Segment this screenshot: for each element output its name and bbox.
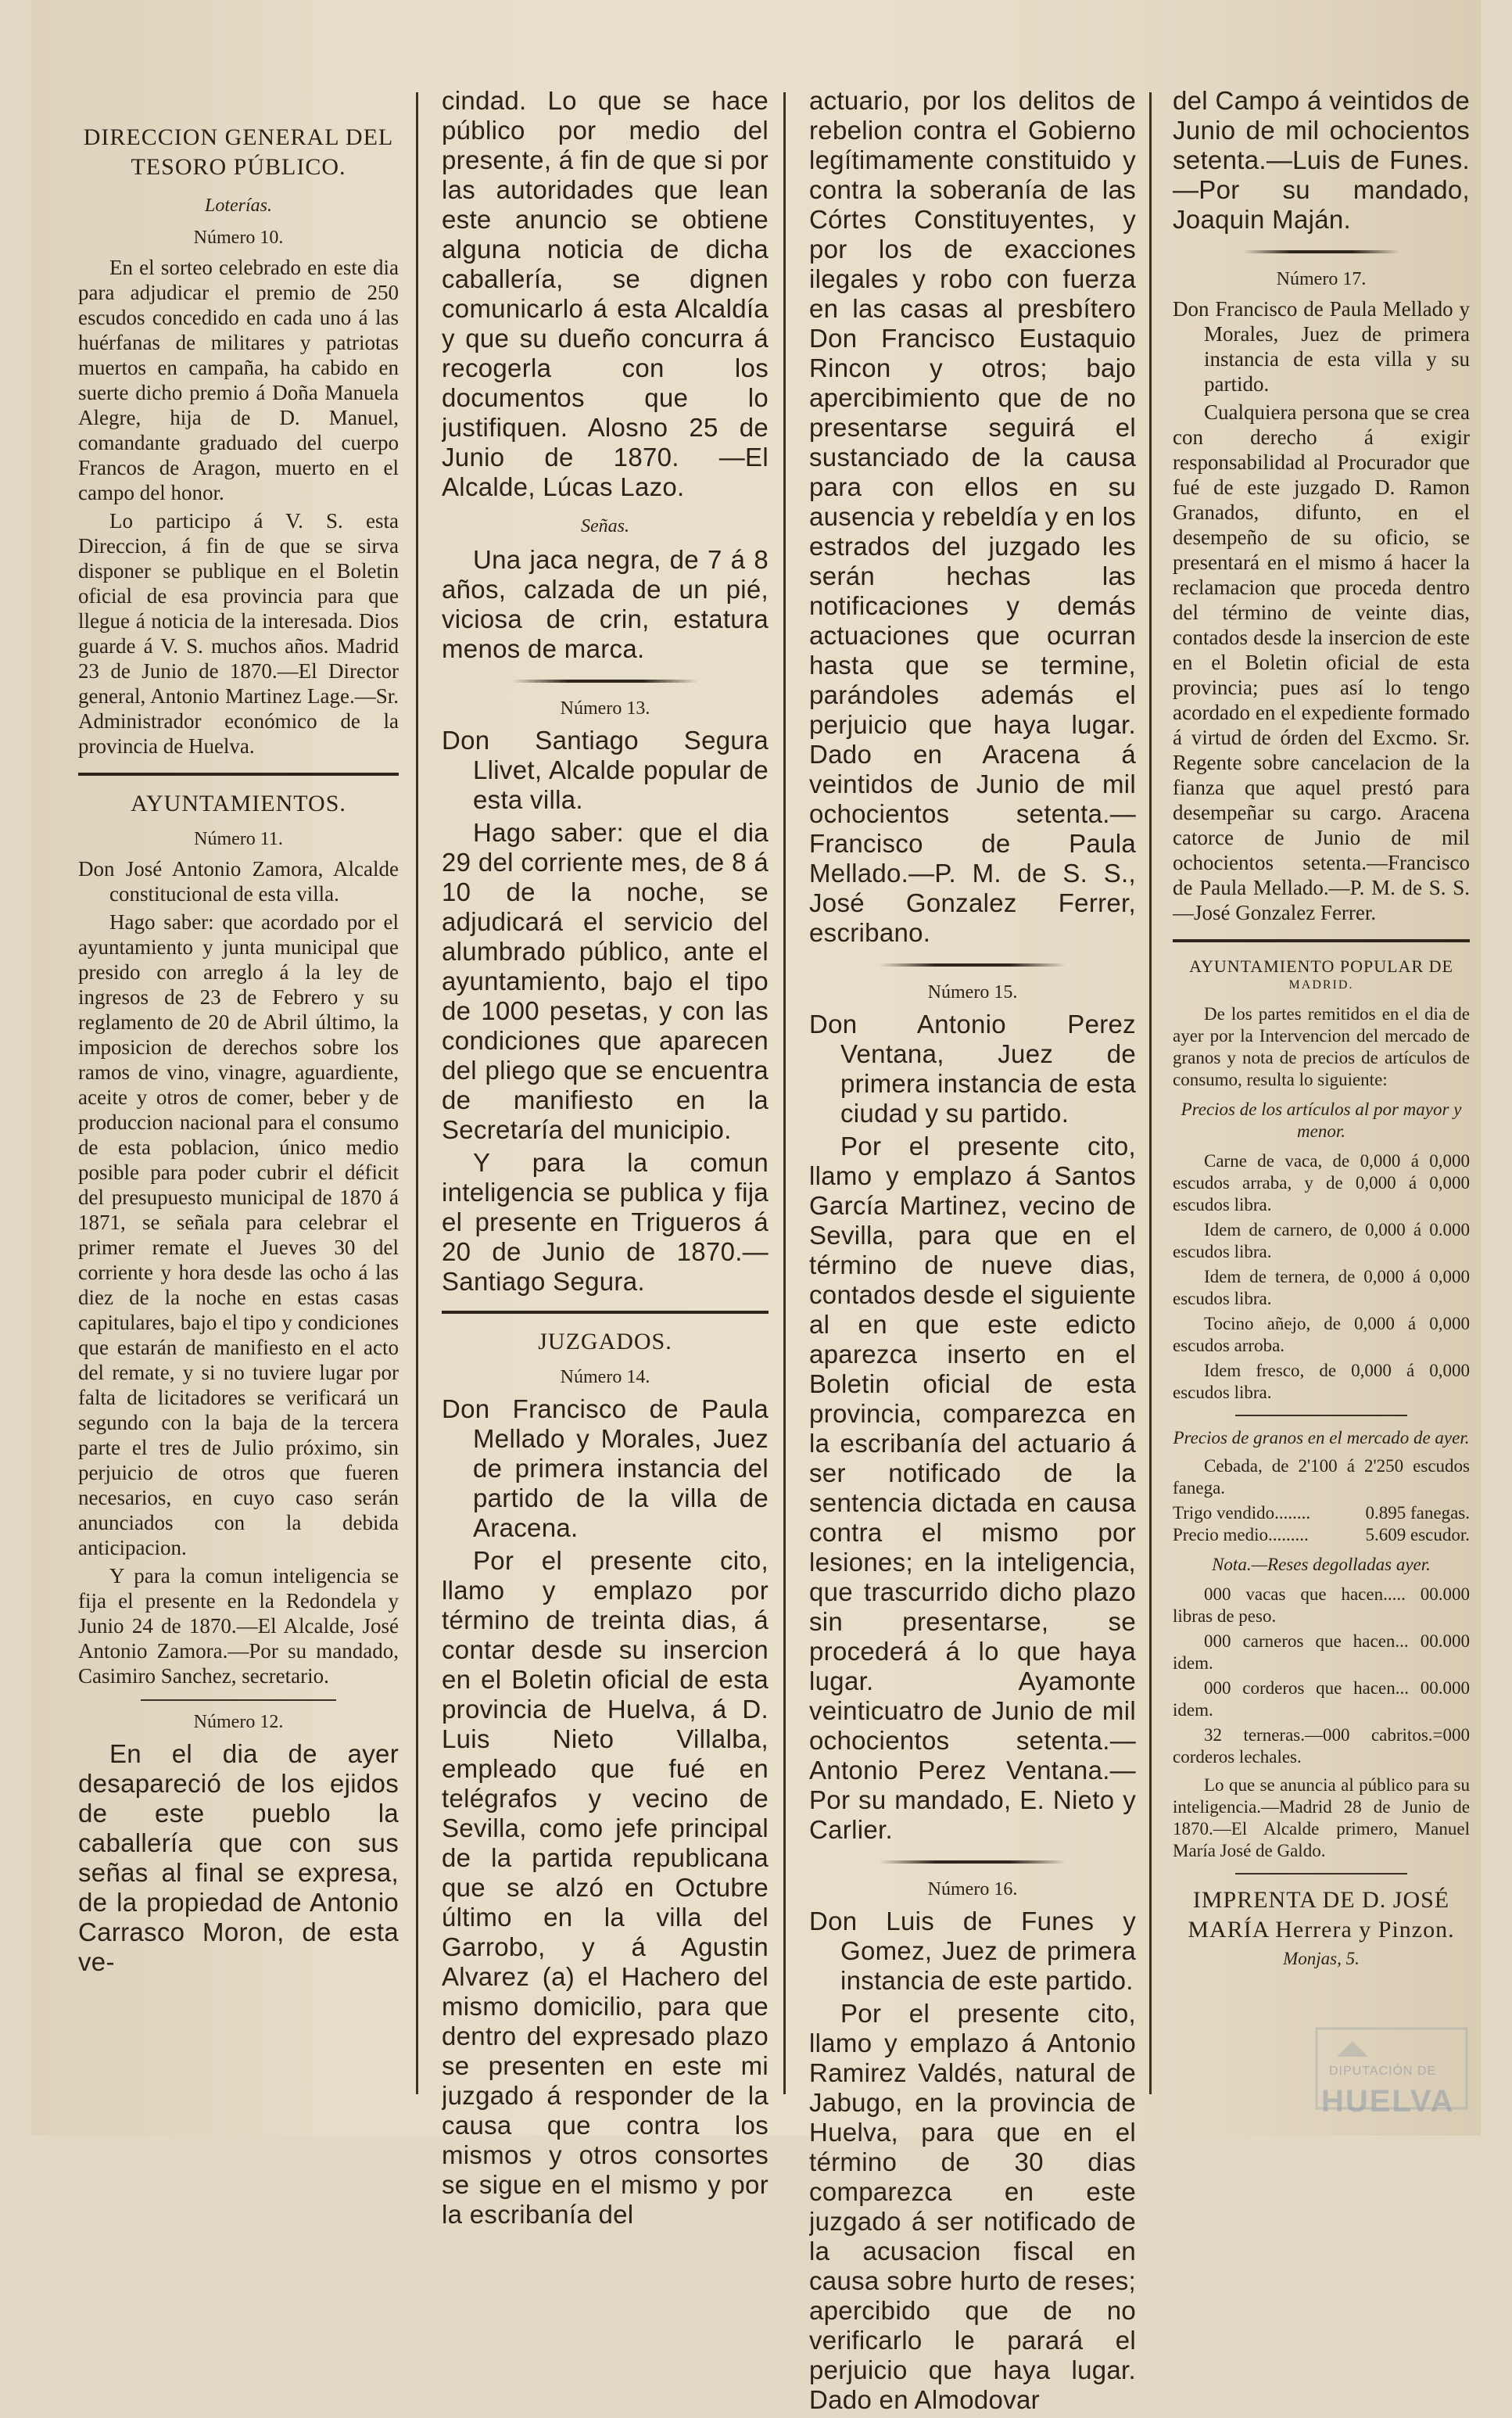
notice-title: Don Francisco de Paula Mellado y Morales, Juez de primera instancia de esta villa y su partido.: [1173, 297, 1470, 396]
notice-number: Número 13.: [560, 698, 650, 719]
notice-number: Número 10.: [193, 228, 284, 248]
column-1: [78, 86, 399, 1980]
price-label: Trigo vendido........: [1173, 1503, 1311, 1523]
divider: [1243, 250, 1399, 253]
price-line: Cebada, de 2'100 á 2'250 escudos fanega.: [1173, 1456, 1470, 1498]
section-heading: DIRECCION GENERAL DEL: [83, 124, 394, 150]
divider: [1173, 939, 1470, 942]
printer-imprint: IMPRENTA DE D. JOSÉ MARÍA Herrera y Pinzon.: [1188, 1887, 1455, 1943]
notice-number: Número 12.: [193, 1712, 284, 1732]
stamp-label: DIPUTACIÓN DE: [1329, 2065, 1437, 2078]
notice-text: cindad. Lo que se hace público por medio del presente, á fin de que si por las autoridades que lean este anuncio se obtiene alguna noticia de dicha caballería, se dignen comunicarlo á esta Alcaldía y que su dueño concurra á recogerla con los documentos que lo justifiquen. Alosno 25 de Junio de 1870. —El Alcalde, Lúcas Lazo.: [442, 86, 769, 501]
notice-title: Don Santiago Segura Llivet, Alcalde popular de esta villa.: [442, 726, 769, 814]
divider: [442, 1311, 769, 1314]
divider: [78, 773, 399, 776]
stamp-label: HUELVA: [1321, 2084, 1455, 2118]
price-line: Carne de vaca, de 0,000 á 0,000 escudos arraba, y de 0,000 á 0,000 escudos libra.: [1173, 1151, 1470, 1214]
notice-number: Número 17.: [1276, 269, 1367, 289]
column-3: [809, 86, 1136, 2418]
column-2: [442, 86, 769, 2233]
notice-text: En el sorteo celebrado en este dia para adjudicar el premio de 250 escudos concedido en cada uno á las huérfanas de militares y patriotas muertos en campaña, ha cabido en suerte dicho premio á Doña Manuela Alegre, hija de D. Manuel, comandante graduado del cuerpo Francos de Aragon, muerto en el campo del honor.: [78, 256, 399, 504]
notice-text: Cualquiera persona que se crea con derecho á exigir responsabilidad al Procurador que fué de este juzgado D. Ramon Granados, difunto, en el desempeño de su oficio, se presentará en el mismo á hacer la reclamacion que proceda dentro del término de veinte dias, contados desde la insercion de este en el Boletin oficial de esta provincia; pues así lo tengo acordado en el expediente formado á virtud de órden del Excmo. Sr. Regente sobre cancelacion de la fianza que aquel prestó para desempeñar su cargo. Aracena catorce de Junio de mil ochocientos setenta.—Francisco de Paula Mellado.—P. M. de S. S.—José Gonzalez Ferrer.: [1173, 400, 1470, 924]
notice-title: Don José Antonio Zamora, Alcalde constitucional de esta villa.: [78, 857, 399, 906]
notice-text: Por el presente cito, llamo y emplazo á Santos García Martinez, vecino de Sevilla, para que en el término de nueve dias, contados desde el siguiente al en que este edicto aparezca inserto en el Boletin oficial de esta provincia, comparezca en la escribanía del actuario á ser notificado de la sentencia dictada en causa contra el mismo por lesiones; en la inteligencia, que trascurrido dicho plazo sin presentarse, se procederá á lo que haya lugar. Ayamonte veinticuatro de Junio de mil ochocientos setenta.—Antonio Perez Ventana.—Por su mandado, E. Nieto y Carlier.: [809, 1132, 1136, 1844]
notice-title: Don Antonio Perez Ventana, Juez de primera instancia de esta ciudad y su partido.: [809, 1010, 1136, 1128]
notice-text: De los partes remitidos en el dia de ayer por la Intervencion del mercado de granos y nota de precios de artículos de consumo, resulta lo siguiente:: [1173, 1004, 1470, 1089]
notice-number: Número 14.: [560, 1367, 650, 1387]
divider: [880, 1860, 1066, 1864]
price-label: Precio medio.........: [1173, 1525, 1309, 1544]
reses-line: 32 terneras.—000 cabritos.=000 corderos lechales.: [1173, 1725, 1470, 1767]
column-rule: [416, 92, 418, 2094]
column-rule: [783, 92, 786, 2094]
notice-text: Lo que se anuncia al público para su inteligencia.—Madrid 28 de Junio de 1870.—El Alcalde primero, Manuel María José de Galdo.: [1173, 1775, 1470, 1860]
notice-text: Y para la comun inteligencia se fija el presente en la Redondela y Junio 24 de 1870.—El Alcalde, José Antonio Zamora.—Por su mandado, Casimiro Sanchez, secretario.: [78, 1564, 399, 1688]
printer-address: Monjas, 5.: [1283, 1949, 1360, 1968]
notice-text: Lo participo á V. S. esta Direccion, á fin de que se sirva disponer se publique en el Boletin oficial de esa provincia para que llegue á noticia de la interesada. Dios guarde á V. S. muchos años. Madrid 23 de Junio de 1870.—El Director general, Antonio Martinez Lage.—Sr. Administrador económico de la provincia de Huelva.: [78, 509, 399, 758]
section-heading: JUZGADOS.: [538, 1329, 672, 1354]
section-heading: AYUNTAMIENTOS.: [131, 791, 346, 816]
price-row: [1173, 1502, 1470, 1524]
subheading: Precios de los artículos al por mayor y menor.: [1181, 1100, 1462, 1141]
price-line: Idem de carnero, de 0,000 á 0.000 escudos libra.: [1173, 1220, 1470, 1261]
subheading: Nota.—Reses degolladas ayer.: [1212, 1555, 1431, 1574]
section-heading: AYUNTAMIENTO POPULAR DE: [1189, 956, 1453, 976]
price-value: 5.609 escudor.: [1365, 1525, 1470, 1544]
subheading: Loterías.: [204, 196, 272, 216]
price-row: [1173, 1524, 1470, 1546]
divider: [1235, 1873, 1407, 1874]
price-line: Idem fresco, de 0,000 á 0,000 escudos libra.: [1173, 1361, 1470, 1402]
divider: [1235, 1415, 1407, 1416]
reses-line: 000 carneros que hacen... 00.000 idem.: [1173, 1631, 1470, 1673]
section-subheading: MADRID.: [1288, 978, 1354, 992]
notice-number: Número 15.: [927, 982, 1018, 1003]
notice-title: Don Francisco de Paula Mellado y Morales, Juez de primera instancia del partido de la villa de Aracena.: [442, 1394, 769, 1542]
column-rule: [1149, 92, 1152, 2094]
notice-text: Hago saber: que acordado por el ayuntamiento y junta municipal que presido con arreglo á la ley de ingresos de 23 de Febrero y su reglamento de 20 de Abril último, la imposicion de derechos sobre los ramos de vino, vinagre, aguardiente, aceite y otros de comer, beber y de produccion nacional para el consumo de esta poblacion, único medio posible para poder cubrir el déficit del presupuesto municipal de 1870 á 1871, se señala para celebrar el primer remate el Jueves 30 del corriente y hora desde las ocho á las diez de la noche en estas casas capitulares, bajo el tipo y condiciones que estarán de manifiesto en el acto del remate, y si no tuviere lugar por falta de licitadores se verificará un segundo con la baja de la tercera parte el tres de Julio próximo, sin perjuicio de otros que fueren necesarios, en cuyo caso serán anunciados con la debida anticipacion.: [78, 910, 399, 1559]
divider: [141, 1699, 336, 1701]
notice-text: Y para la comun inteligencia se publica y fija el presente en Trigueros á 20 de Junio de 1870.—Santiago Segura.: [442, 1148, 769, 1296]
notice-text: del Campo á veintidos de Junio de mil ochocientos setenta.—Luis de Funes.—Por su mandado, Joaquin Maján.: [1173, 86, 1470, 234]
section-heading: TESORO PÚBLICO.: [131, 154, 346, 180]
reses-line: 000 vacas que hacen..... 00.000 libras de peso.: [1173, 1584, 1470, 1626]
subheading: Señas.: [581, 516, 629, 536]
divider: [880, 963, 1066, 967]
notice-text: Por el presente cito, llamo y emplazo por término de treinta dias, á contar desde su insercion en el Boletin oficial de esta provincia de Huelva, á D. Luis Nieto Villalba, empleado que fué en telégrafos y vecino de Sevilla, como jefe principal de la partida republicana que se alzó en Octubre último en la villa del Garrobo, y á Agustin Alvarez (a) el Hachero del mismo domicilio, para que dentro del expresado plazo se presenten en este mi juzgado á responder de la causa que contra los mismos y otros consortes se sigue en el mismo y por la escribanía del: [442, 1546, 769, 2229]
notice-title: Don Luis de Funes y Gomez, Juez de primera instancia de este partido.: [809, 1907, 1136, 1995]
subheading: Precios de granos en el mercado de ayer.: [1173, 1428, 1470, 1448]
notice-text: actuario, por los delitos de rebelion contra el Gobierno legítimamente constituido y contra la soberanía de las Córtes Constituyentes, y por los de exacciones ilegales y robo con fuerza en las casas al presbítero Don Francisco Eustaquio Rincon y otros; bajo apercibimiento que de no presentarse seguirá el sustanciado de la causa para con ellos en su ausencia y rebeldía y en los estrados del juzgado les serán hechas las notificaciones y demás actuaciones que ocurran hasta que se termine, parándoles además el perjuicio que haya lugar. Dado en Aracena á veintidos de Junio de mil ochocientos setenta.—Francisco de Paula Mellado.—P. M. de S. S., José Gonzalez Ferrer, escribano.: [809, 86, 1136, 947]
notice-number: Número 16.: [927, 1879, 1018, 1900]
notice-text: Por el presente cito, llamo y emplazo á Antonio Ramirez Valdés, natural de Jabugo, en la provincia de Huelva, para que en el término de 30 dias comparezca en este juzgado á ser notificado de la acusacion fiscal en causa sobre hurto de reses; apercibido que de no verificarlo le parará el perjuicio que haya lugar. Dado en Almodovar: [809, 1999, 1136, 2414]
notice-number: Número 11.: [194, 829, 283, 849]
reses-line: 000 corderos que hacen... 00.000 idem.: [1173, 1678, 1470, 1720]
price-value: 0.895 fanegas.: [1365, 1503, 1470, 1523]
price-line: Tocino añejo, de 0,000 á 0,000 escudos arroba.: [1173, 1314, 1470, 1355]
price-line: Idem de ternera, de 0,000 á 0,000 escudos libra.: [1173, 1267, 1470, 1308]
divider: [512, 680, 698, 683]
notice-text: En el dia de ayer desapareció de los ejidos de este pueblo la caballería que con sus señas al final se expresa, de la propiedad de Antonio Carrasco Moron, de esta ve-: [78, 1739, 399, 1976]
notice-text: Hago saber: que el dia 29 del corriente mes, de 8 á 10 de la noche, se adjudicará el servicio del alumbrado público, ante el ayuntamiento, bajo el tipo de 1000 pesetas, y con las condiciones que aparecen del pliego que se encuentra de manifiesto en la Secretaría del municipio.: [442, 818, 769, 1144]
notice-text: Una jaca negra, de 7 á 8 años, calzada de un pié, viciosa de crin, estatura menos de marca.: [442, 545, 769, 663]
column-4: [1173, 86, 1470, 1973]
newspaper-page: [31, 0, 1481, 2414]
